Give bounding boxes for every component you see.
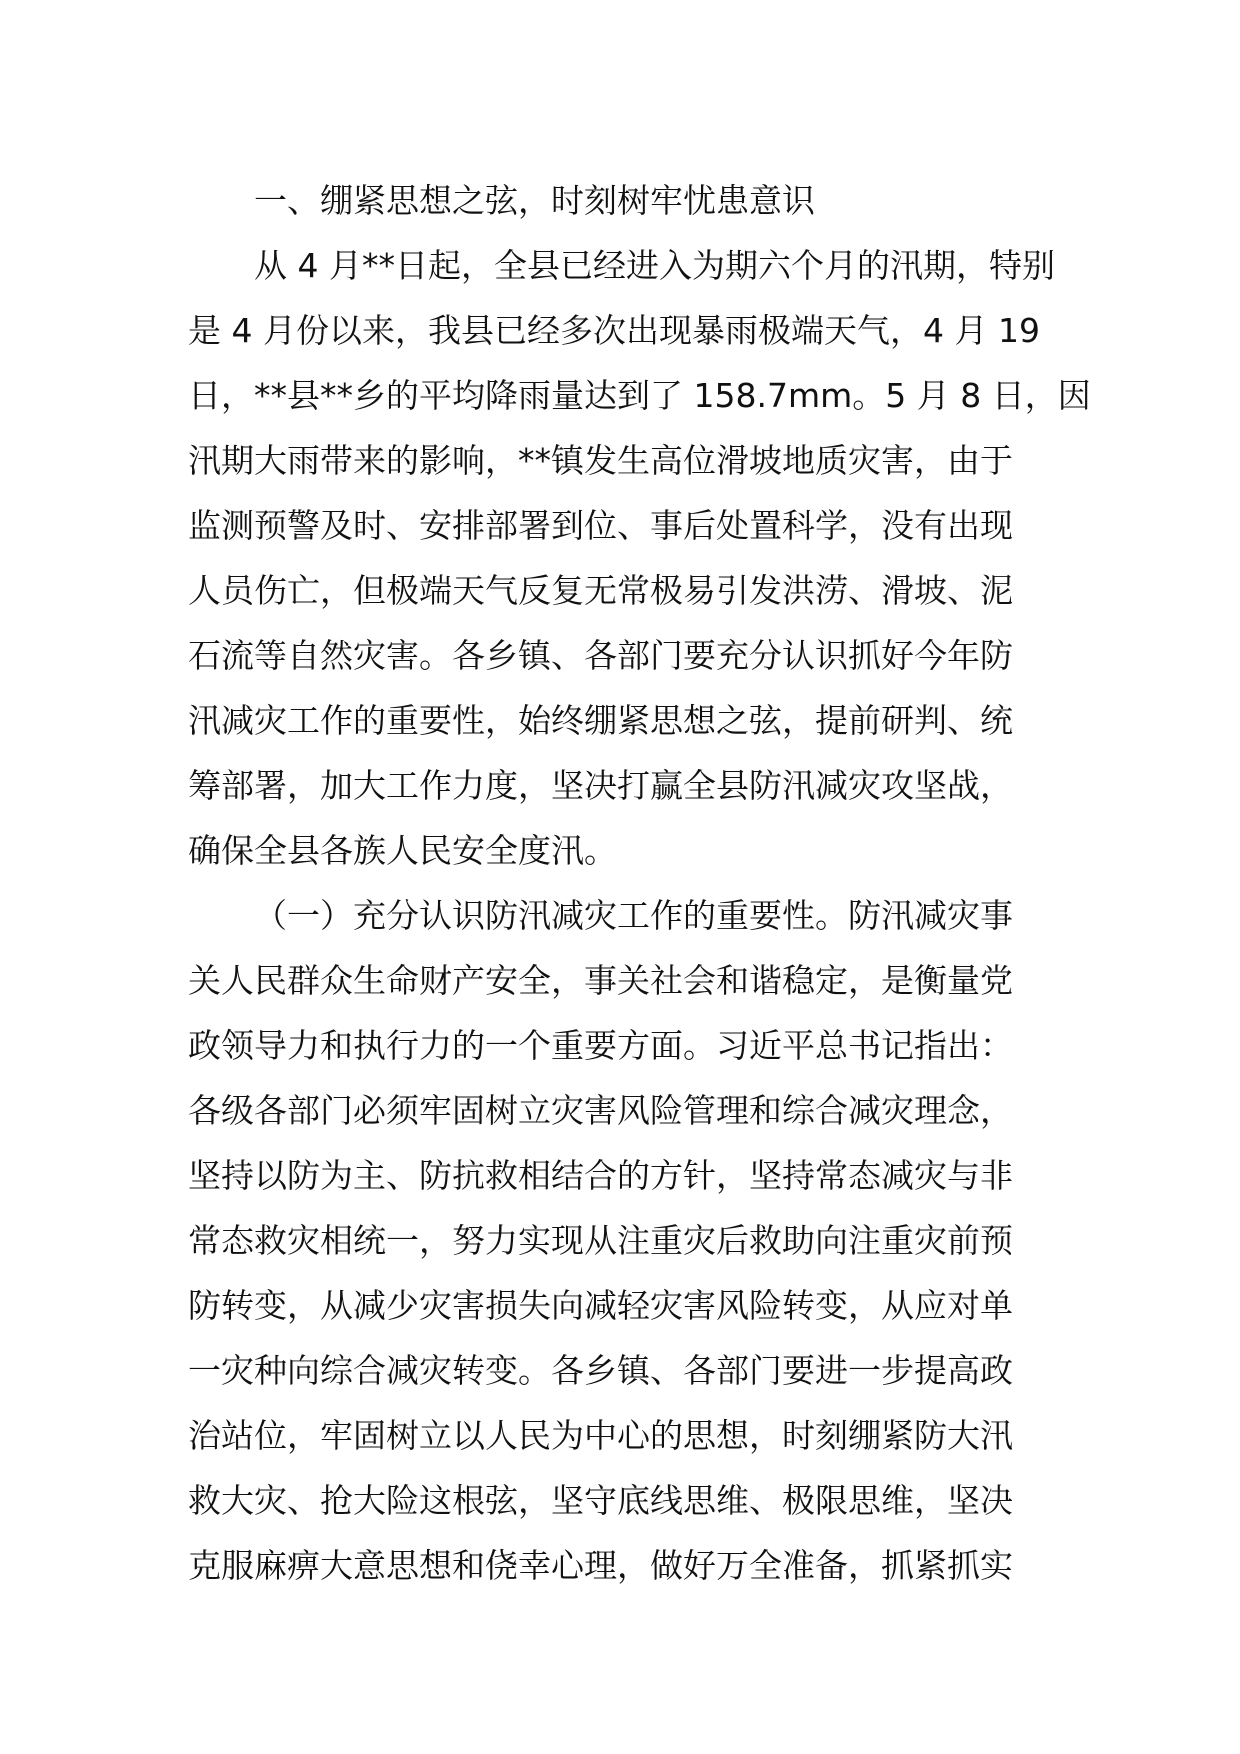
section-heading: 一、绷紧思想之弦，时刻树牢忧患意识 xyxy=(254,181,815,220)
document-body xyxy=(188,168,1091,1598)
paragraph-1-line: 人员伤亡，但极端天气反复无常极易引发洪涝、滑坡、泥 xyxy=(188,571,1013,610)
paragraph-2-line: 一灾种向综合减灾转变。各乡镇、各部门要进一步提高政 xyxy=(188,1351,1013,1390)
paragraph-2-line: 各级各部门必须牢固树立灾害风险管理和综合减灾理念， xyxy=(188,1091,1013,1130)
paragraph-2-line: 救大灾、抢大险这根弦，坚守底线思维、极限思维，坚决 xyxy=(188,1481,1013,1520)
paragraph-1-line: 汛减灾工作的重要性，始终绷紧思想之弦，提前研判、统 xyxy=(188,701,1013,740)
paragraph-1-line: 石流等自然灾害。各乡镇、各部门要充分认识抓好今年防 xyxy=(188,636,1013,675)
paragraph-2-line: 克服麻痹大意思想和侥幸心理，做好万全准备，抓紧抓实 xyxy=(188,1546,1013,1585)
paragraph-1-line: 是 4 月份以来，我县已经多次出现暴雨极端天气，4 月 19 xyxy=(188,311,1040,350)
paragraph-2 xyxy=(188,883,1048,1598)
paragraph-2-line: 关人民群众生命财产安全，事关社会和谐稳定，是衡量党 xyxy=(188,961,1013,1000)
paragraph-1-line: 汛期大雨带来的影响，**镇发生高位滑坡地质灾害，由于 xyxy=(188,441,1013,480)
paragraph-2-line: （一）充分认识防汛减灾工作的重要性。防汛减灾事 xyxy=(254,896,1013,935)
paragraph-2-line: 政领导力和执行力的一个重要方面。习近平总书记指出： xyxy=(188,1026,1013,1065)
paragraph-1-line: 确保全县各族人民安全度汛。 xyxy=(188,831,617,870)
paragraph-1-line: 日，**县**乡的平均降雨量达到了 158.7mm。5 月 8 日，因 xyxy=(188,376,1091,415)
paragraph-1-line: 从 4 月**日起，全县已经进入为期六个月的汛期，特别 xyxy=(254,246,1055,285)
paragraph-2-line: 坚持以防为主、防抗救相结合的方针，坚持常态减灾与非 xyxy=(188,1156,1013,1195)
paragraph-2-line: 常态救灾相统一，努力实现从注重灾后救助向注重灾前预 xyxy=(188,1221,1013,1260)
paragraph-1-line: 筹部署，加大工作力度，坚决打赢全县防汛减灾攻坚战， xyxy=(188,766,1013,805)
paragraph-2-line: 防转变，从减少灾害损失向减轻灾害风险转变，从应对单 xyxy=(188,1286,1013,1325)
paragraph-1-line: 监测预警及时、安排部署到位、事后处置科学，没有出现 xyxy=(188,506,1013,545)
paragraph-2-line: 治站位，牢固树立以人民为中心的思想，时刻绷紧防大汛 xyxy=(188,1416,1013,1455)
paragraph-1 xyxy=(188,233,1091,883)
